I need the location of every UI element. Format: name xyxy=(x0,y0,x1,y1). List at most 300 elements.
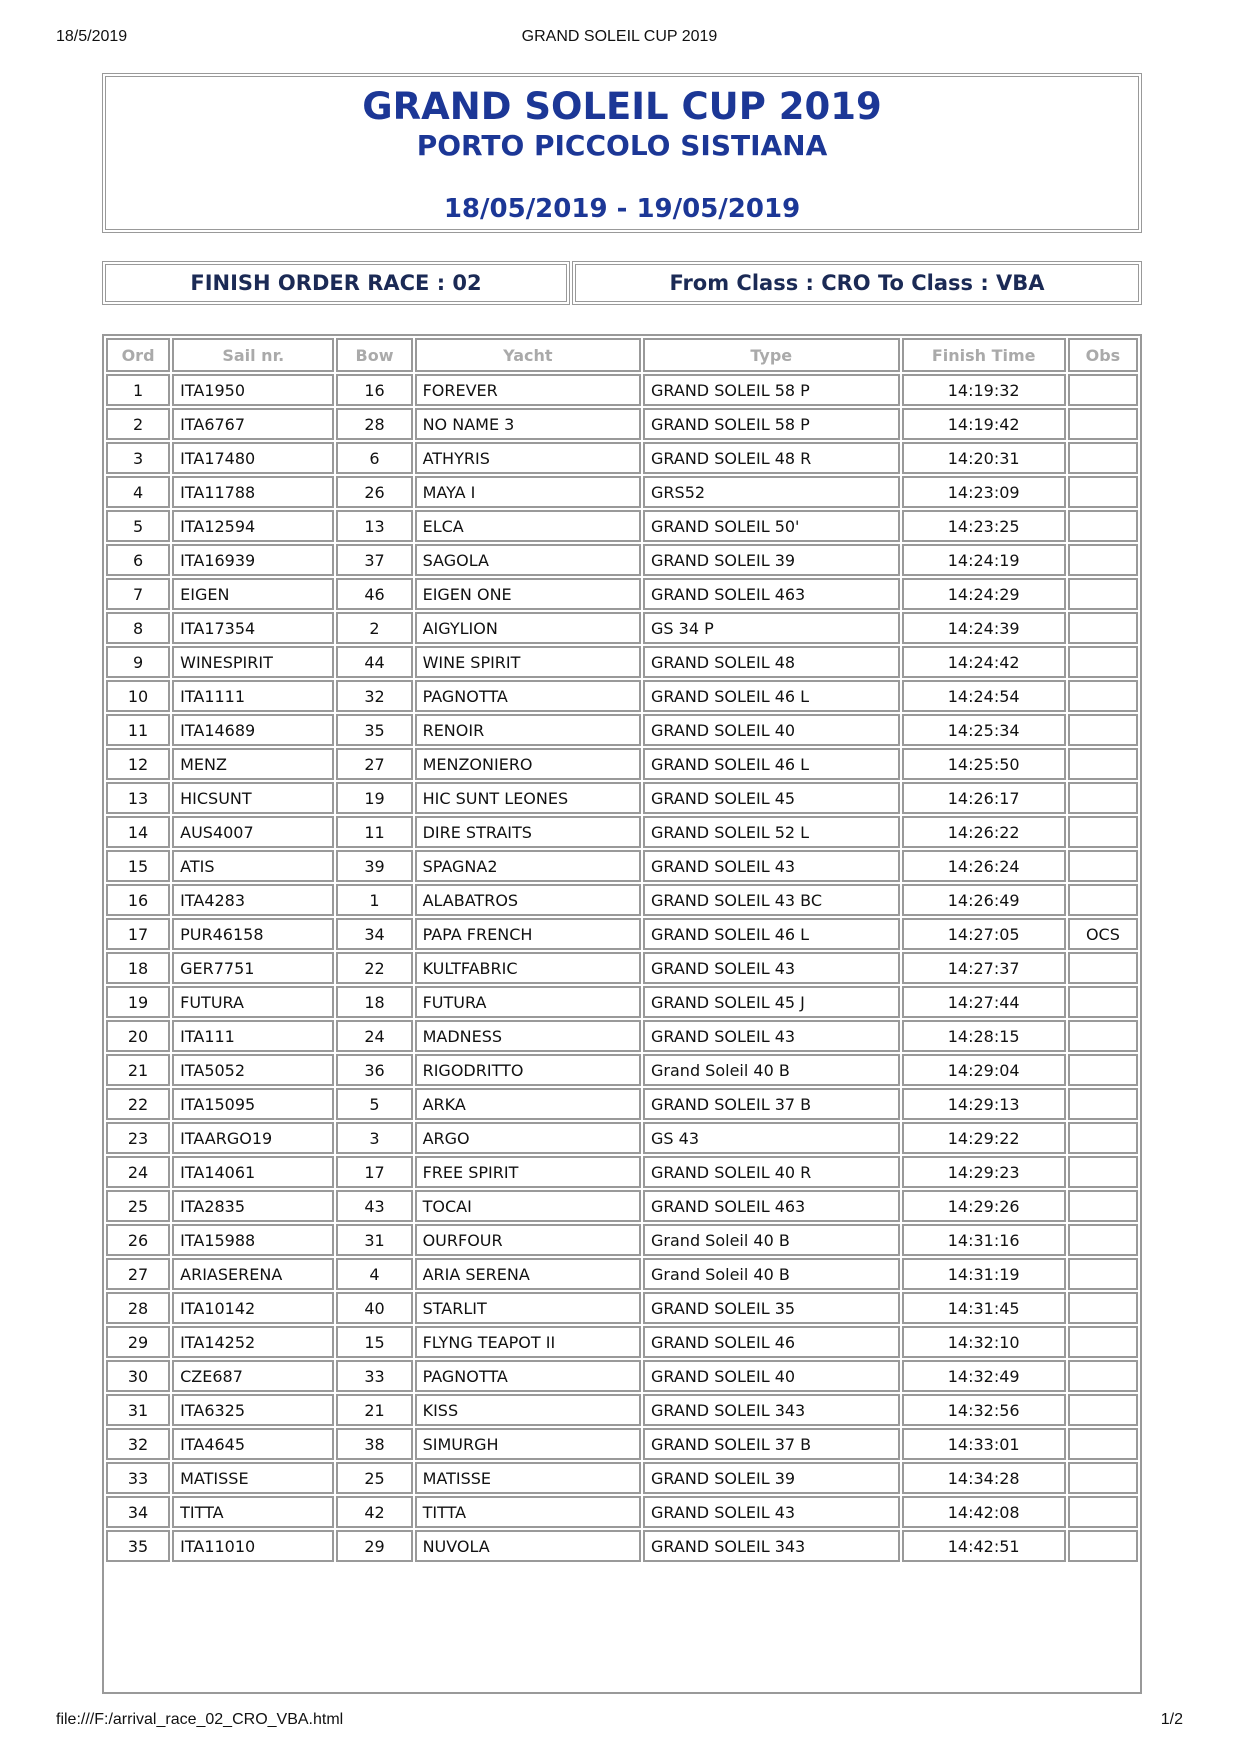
cell-obs xyxy=(1068,782,1138,814)
cell-obs xyxy=(1068,1258,1138,1290)
table-row xyxy=(106,1020,1138,1052)
cell-yacht: EIGEN ONE xyxy=(415,578,641,610)
cell-bow: 33 xyxy=(336,1360,412,1392)
cell-bow: 31 xyxy=(336,1224,412,1256)
cell-bow: 28 xyxy=(336,408,412,440)
cell-type: GRAND SOLEIL 43 BC xyxy=(643,884,900,916)
cell-finish-time: 14:31:16 xyxy=(902,1224,1066,1256)
cell-bow: 29 xyxy=(336,1530,412,1562)
cell-sail-nr: ITA10142 xyxy=(172,1292,334,1324)
table-row xyxy=(106,850,1138,882)
cell-finish-time: 14:27:37 xyxy=(902,952,1066,984)
results-table xyxy=(104,336,1140,1564)
table-row xyxy=(106,1088,1138,1120)
cell-ord: 29 xyxy=(106,1326,170,1358)
cell-sail-nr: EIGEN xyxy=(172,578,334,610)
cell-finish-time: 14:31:45 xyxy=(902,1292,1066,1324)
cell-obs xyxy=(1068,1122,1138,1154)
cell-obs xyxy=(1068,476,1138,508)
cell-sail-nr: GER7751 xyxy=(172,952,334,984)
cell-ord: 35 xyxy=(106,1530,170,1562)
table-row xyxy=(106,714,1138,746)
cell-sail-nr: HICSUNT xyxy=(172,782,334,814)
cell-ord: 19 xyxy=(106,986,170,1018)
cell-sail-nr: ITA4645 xyxy=(172,1428,334,1460)
cell-ord: 5 xyxy=(106,510,170,542)
cell-sail-nr: TITTA xyxy=(172,1496,334,1528)
cell-finish-time: 14:24:39 xyxy=(902,612,1066,644)
cell-ord: 24 xyxy=(106,1156,170,1188)
cell-type: GRAND SOLEIL 46 L xyxy=(643,748,900,780)
cell-type: GRAND SOLEIL 39 xyxy=(643,1462,900,1494)
cell-yacht: MADNESS xyxy=(415,1020,641,1052)
cell-obs xyxy=(1068,1394,1138,1426)
cell-finish-time: 14:42:51 xyxy=(902,1530,1066,1562)
cell-bow: 4 xyxy=(336,1258,412,1290)
cell-type: GRAND SOLEIL 58 P xyxy=(643,408,900,440)
cell-sail-nr: ITA11010 xyxy=(172,1530,334,1562)
event-title: GRAND SOLEIL CUP 2019 xyxy=(362,85,882,128)
table-row xyxy=(106,1360,1138,1392)
table-row xyxy=(106,680,1138,712)
cell-sail-nr: AUS4007 xyxy=(172,816,334,848)
cell-bow: 25 xyxy=(336,1462,412,1494)
cell-bow: 36 xyxy=(336,1054,412,1086)
cell-type: GRAND SOLEIL 46 L xyxy=(643,680,900,712)
cell-bow: 40 xyxy=(336,1292,412,1324)
table-row xyxy=(106,1054,1138,1086)
cell-yacht: OURFOUR xyxy=(415,1224,641,1256)
cell-type: GRS52 xyxy=(643,476,900,508)
header-finish-time: Finish Time xyxy=(902,338,1066,372)
cell-yacht: PAPA FRENCH xyxy=(415,918,641,950)
cell-yacht: SAGOLA xyxy=(415,544,641,576)
cell-yacht: PAGNOTTA xyxy=(415,680,641,712)
cell-yacht: HIC SUNT LEONES xyxy=(415,782,641,814)
table-header-row xyxy=(106,338,1138,372)
cell-yacht: FOREVER xyxy=(415,374,641,406)
cell-sail-nr: PUR46158 xyxy=(172,918,334,950)
cell-finish-time: 14:29:04 xyxy=(902,1054,1066,1086)
cell-yacht: FLYNG TEAPOT II xyxy=(415,1326,641,1358)
cell-obs xyxy=(1068,1496,1138,1528)
cell-bow: 38 xyxy=(336,1428,412,1460)
cell-sail-nr: ITA14061 xyxy=(172,1156,334,1188)
cell-type: GS 43 xyxy=(643,1122,900,1154)
cell-finish-time: 14:31:19 xyxy=(902,1258,1066,1290)
cell-obs xyxy=(1068,986,1138,1018)
table-row xyxy=(106,408,1138,440)
cell-sail-nr: ATIS xyxy=(172,850,334,882)
cell-yacht: RENOIR xyxy=(415,714,641,746)
table-row xyxy=(106,476,1138,508)
header-yacht: Yacht xyxy=(415,338,641,372)
cell-bow: 15 xyxy=(336,1326,412,1358)
cell-ord: 21 xyxy=(106,1054,170,1086)
cell-finish-time: 14:32:49 xyxy=(902,1360,1066,1392)
cell-finish-time: 14:24:19 xyxy=(902,544,1066,576)
cell-sail-nr: ITA17480 xyxy=(172,442,334,474)
cell-finish-time: 14:33:01 xyxy=(902,1428,1066,1460)
table-row xyxy=(106,1122,1138,1154)
cell-yacht: NUVOLA xyxy=(415,1530,641,1562)
cell-yacht: MAYA I xyxy=(415,476,641,508)
cell-sail-nr: ITA1950 xyxy=(172,374,334,406)
table-row xyxy=(106,510,1138,542)
cell-finish-time: 14:24:54 xyxy=(902,680,1066,712)
cell-sail-nr: ITA6325 xyxy=(172,1394,334,1426)
print-date: 18/5/2019 xyxy=(56,28,128,45)
cell-obs xyxy=(1068,1326,1138,1358)
cell-bow: 27 xyxy=(336,748,412,780)
cell-type: GRAND SOLEIL 46 L xyxy=(643,918,900,950)
cell-bow: 17 xyxy=(336,1156,412,1188)
race-info-row xyxy=(102,261,1142,305)
print-file-path: file:///F:/arrival_race_02_CRO_VBA.html xyxy=(56,1711,344,1728)
cell-ord: 28 xyxy=(106,1292,170,1324)
cell-bow: 26 xyxy=(336,476,412,508)
cell-sail-nr: ARIASERENA xyxy=(172,1258,334,1290)
cell-obs xyxy=(1068,850,1138,882)
cell-type: GRAND SOLEIL 43 xyxy=(643,1496,900,1528)
cell-sail-nr: CZE687 xyxy=(172,1360,334,1392)
cell-ord: 30 xyxy=(106,1360,170,1392)
cell-yacht: MENZONIERO xyxy=(415,748,641,780)
cell-finish-time: 14:23:09 xyxy=(902,476,1066,508)
cell-bow: 22 xyxy=(336,952,412,984)
cell-sail-nr: ITA1111 xyxy=(172,680,334,712)
cell-ord: 25 xyxy=(106,1190,170,1222)
cell-ord: 2 xyxy=(106,408,170,440)
cell-bow: 13 xyxy=(336,510,412,542)
cell-ord: 20 xyxy=(106,1020,170,1052)
header-obs: Obs xyxy=(1068,338,1138,372)
cell-yacht: ARGO xyxy=(415,1122,641,1154)
cell-yacht: DIRE STRAITS xyxy=(415,816,641,848)
cell-type: GRAND SOLEIL 43 xyxy=(643,850,900,882)
cell-type: GRAND SOLEIL 45 J xyxy=(643,986,900,1018)
cell-bow: 34 xyxy=(336,918,412,950)
cell-obs xyxy=(1068,374,1138,406)
cell-ord: 18 xyxy=(106,952,170,984)
cell-bow: 32 xyxy=(336,680,412,712)
cell-obs xyxy=(1068,1530,1138,1562)
cell-finish-time: 14:25:50 xyxy=(902,748,1066,780)
cell-yacht: WINE SPIRIT xyxy=(415,646,641,678)
cell-finish-time: 14:19:42 xyxy=(902,408,1066,440)
table-row xyxy=(106,1496,1138,1528)
cell-sail-nr: ITA12594 xyxy=(172,510,334,542)
cell-type: GRAND SOLEIL 463 xyxy=(643,578,900,610)
cell-ord: 33 xyxy=(106,1462,170,1494)
cell-bow: 6 xyxy=(336,442,412,474)
event-venue: PORTO PICCOLO SISTIANA xyxy=(416,129,828,162)
cell-bow: 11 xyxy=(336,816,412,848)
cell-ord: 27 xyxy=(106,1258,170,1290)
cell-type: GRAND SOLEIL 40 xyxy=(643,1360,900,1392)
cell-sail-nr: ITA17354 xyxy=(172,612,334,644)
cell-bow: 44 xyxy=(336,646,412,678)
cell-finish-time: 14:32:56 xyxy=(902,1394,1066,1426)
table-row xyxy=(106,578,1138,610)
cell-yacht: TOCAI xyxy=(415,1190,641,1222)
cell-finish-time: 14:19:32 xyxy=(902,374,1066,406)
table-row xyxy=(106,1394,1138,1426)
cell-type: GRAND SOLEIL 37 B xyxy=(643,1088,900,1120)
cell-bow: 43 xyxy=(336,1190,412,1222)
cell-bow: 46 xyxy=(336,578,412,610)
table-row xyxy=(106,1156,1138,1188)
table-row xyxy=(106,884,1138,916)
cell-type: GRAND SOLEIL 37 B xyxy=(643,1428,900,1460)
cell-sail-nr: ITA14252 xyxy=(172,1326,334,1358)
cell-obs xyxy=(1068,748,1138,780)
cell-ord: 6 xyxy=(106,544,170,576)
results-body xyxy=(106,374,1138,1562)
cell-yacht: KISS xyxy=(415,1394,641,1426)
cell-ord: 23 xyxy=(106,1122,170,1154)
cell-bow: 16 xyxy=(336,374,412,406)
cell-type: GRAND SOLEIL 35 xyxy=(643,1292,900,1324)
cell-type: GRAND SOLEIL 343 xyxy=(643,1394,900,1426)
cell-obs xyxy=(1068,1020,1138,1052)
cell-obs xyxy=(1068,1292,1138,1324)
cell-type: GRAND SOLEIL 43 xyxy=(643,952,900,984)
cell-yacht: FREE SPIRIT xyxy=(415,1156,641,1188)
cell-obs xyxy=(1068,1088,1138,1120)
cell-ord: 14 xyxy=(106,816,170,848)
cell-ord: 17 xyxy=(106,918,170,950)
cell-ord: 3 xyxy=(106,442,170,474)
cell-obs xyxy=(1068,544,1138,576)
cell-ord: 4 xyxy=(106,476,170,508)
cell-ord: 12 xyxy=(106,748,170,780)
cell-finish-time: 14:32:10 xyxy=(902,1326,1066,1358)
cell-ord: 34 xyxy=(106,1496,170,1528)
table-row xyxy=(106,612,1138,644)
cell-ord: 26 xyxy=(106,1224,170,1256)
cell-ord: 7 xyxy=(106,578,170,610)
cell-finish-time: 14:42:08 xyxy=(902,1496,1066,1528)
cell-finish-time: 14:26:24 xyxy=(902,850,1066,882)
finish-order-label: FINISH ORDER RACE : 02 xyxy=(102,261,570,305)
cell-type: GRAND SOLEIL 463 xyxy=(643,1190,900,1222)
event-dates: 18/05/2019 - 19/05/2019 xyxy=(443,194,801,224)
cell-finish-time: 14:26:17 xyxy=(902,782,1066,814)
cell-type: Grand Soleil 40 B xyxy=(643,1224,900,1256)
cell-finish-time: 14:27:44 xyxy=(902,986,1066,1018)
cell-ord: 13 xyxy=(106,782,170,814)
cell-obs xyxy=(1068,884,1138,916)
cell-obs: OCS xyxy=(1068,918,1138,950)
cell-finish-time: 14:24:29 xyxy=(902,578,1066,610)
cell-obs xyxy=(1068,1360,1138,1392)
cell-yacht: ALABATROS xyxy=(415,884,641,916)
cell-obs xyxy=(1068,442,1138,474)
cell-obs xyxy=(1068,952,1138,984)
cell-sail-nr: ITA11788 xyxy=(172,476,334,508)
cell-sail-nr: ITA6767 xyxy=(172,408,334,440)
cell-finish-time: 14:25:34 xyxy=(902,714,1066,746)
cell-bow: 18 xyxy=(336,986,412,1018)
cell-bow: 2 xyxy=(336,612,412,644)
cell-obs xyxy=(1068,1462,1138,1494)
cell-sail-nr: ITAARGO19 xyxy=(172,1122,334,1154)
print-title: GRAND SOLEIL CUP 2019 xyxy=(521,28,718,45)
table-row xyxy=(106,816,1138,848)
cell-yacht: PAGNOTTA xyxy=(415,1360,641,1392)
cell-sail-nr: ITA5052 xyxy=(172,1054,334,1086)
cell-type: GRAND SOLEIL 50' xyxy=(643,510,900,542)
cell-sail-nr: ITA14689 xyxy=(172,714,334,746)
cell-type: GRAND SOLEIL 46 xyxy=(643,1326,900,1358)
class-range-label: From Class : CRO To Class : VBA xyxy=(572,261,1142,305)
cell-type: GRAND SOLEIL 343 xyxy=(643,1530,900,1562)
cell-ord: 8 xyxy=(106,612,170,644)
cell-yacht: STARLIT xyxy=(415,1292,641,1324)
cell-type: Grand Soleil 40 B xyxy=(643,1258,900,1290)
cell-obs xyxy=(1068,578,1138,610)
table-row xyxy=(106,1326,1138,1358)
cell-bow: 21 xyxy=(336,1394,412,1426)
results-table-container xyxy=(102,334,1142,1694)
table-row xyxy=(106,1530,1138,1562)
print-page-number: 1/2 xyxy=(1160,1711,1183,1728)
cell-bow: 5 xyxy=(336,1088,412,1120)
cell-yacht: KULTFABRIC xyxy=(415,952,641,984)
cell-obs xyxy=(1068,1156,1138,1188)
table-row xyxy=(106,748,1138,780)
table-row xyxy=(106,646,1138,678)
table-row xyxy=(106,918,1138,950)
cell-sail-nr: FUTURA xyxy=(172,986,334,1018)
table-row xyxy=(106,782,1138,814)
cell-bow: 35 xyxy=(336,714,412,746)
cell-type: Grand Soleil 40 B xyxy=(643,1054,900,1086)
cell-yacht: ELCA xyxy=(415,510,641,542)
table-row xyxy=(106,986,1138,1018)
cell-yacht: RIGODRITTO xyxy=(415,1054,641,1086)
cell-finish-time: 14:27:05 xyxy=(902,918,1066,950)
cell-bow: 37 xyxy=(336,544,412,576)
cell-type: GRAND SOLEIL 45 xyxy=(643,782,900,814)
cell-ord: 31 xyxy=(106,1394,170,1426)
cell-bow: 1 xyxy=(336,884,412,916)
cell-finish-time: 14:29:13 xyxy=(902,1088,1066,1120)
cell-ord: 16 xyxy=(106,884,170,916)
cell-bow: 42 xyxy=(336,1496,412,1528)
cell-finish-time: 14:20:31 xyxy=(902,442,1066,474)
cell-finish-time: 14:29:26 xyxy=(902,1190,1066,1222)
cell-type: GRAND SOLEIL 40 R xyxy=(643,1156,900,1188)
title-box xyxy=(102,73,1142,233)
cell-type: GRAND SOLEIL 48 xyxy=(643,646,900,678)
table-row xyxy=(106,1462,1138,1494)
cell-obs xyxy=(1068,1054,1138,1086)
cell-sail-nr: MENZ xyxy=(172,748,334,780)
cell-yacht: ATHYRIS xyxy=(415,442,641,474)
cell-finish-time: 14:26:22 xyxy=(902,816,1066,848)
table-row xyxy=(106,1258,1138,1290)
cell-type: GRAND SOLEIL 39 xyxy=(643,544,900,576)
cell-finish-time: 14:24:42 xyxy=(902,646,1066,678)
cell-yacht: FUTURA xyxy=(415,986,641,1018)
cell-type: GS 34 P xyxy=(643,612,900,644)
cell-sail-nr: ITA2835 xyxy=(172,1190,334,1222)
cell-yacht: ARIA SERENA xyxy=(415,1258,641,1290)
cell-yacht: ARKA xyxy=(415,1088,641,1120)
header-bow: Bow xyxy=(336,338,412,372)
cell-obs xyxy=(1068,714,1138,746)
table-row xyxy=(106,1292,1138,1324)
cell-bow: 19 xyxy=(336,782,412,814)
cell-finish-time: 14:26:49 xyxy=(902,884,1066,916)
cell-finish-time: 14:23:25 xyxy=(902,510,1066,542)
cell-obs xyxy=(1068,816,1138,848)
cell-sail-nr: MATISSE xyxy=(172,1462,334,1494)
cell-ord: 15 xyxy=(106,850,170,882)
cell-sail-nr: ITA4283 xyxy=(172,884,334,916)
cell-obs xyxy=(1068,646,1138,678)
cell-yacht: NO NAME 3 xyxy=(415,408,641,440)
cell-type: GRAND SOLEIL 52 L xyxy=(643,816,900,848)
cell-sail-nr: ITA15988 xyxy=(172,1224,334,1256)
cell-ord: 9 xyxy=(106,646,170,678)
cell-type: GRAND SOLEIL 48 R xyxy=(643,442,900,474)
cell-ord: 11 xyxy=(106,714,170,746)
cell-sail-nr: WINESPIRIT xyxy=(172,646,334,678)
cell-bow: 3 xyxy=(336,1122,412,1154)
cell-sail-nr: ITA16939 xyxy=(172,544,334,576)
cell-finish-time: 14:29:22 xyxy=(902,1122,1066,1154)
table-row xyxy=(106,374,1138,406)
table-row xyxy=(106,952,1138,984)
cell-yacht: AIGYLION xyxy=(415,612,641,644)
table-row xyxy=(106,1224,1138,1256)
cell-sail-nr: ITA15095 xyxy=(172,1088,334,1120)
cell-sail-nr: ITA111 xyxy=(172,1020,334,1052)
cell-obs xyxy=(1068,1224,1138,1256)
cell-finish-time: 14:28:15 xyxy=(902,1020,1066,1052)
cell-obs xyxy=(1068,612,1138,644)
cell-type: GRAND SOLEIL 43 xyxy=(643,1020,900,1052)
header-sail-nr: Sail nr. xyxy=(172,338,334,372)
cell-yacht: SIMURGH xyxy=(415,1428,641,1460)
header-ord: Ord xyxy=(106,338,170,372)
cell-bow: 24 xyxy=(336,1020,412,1052)
cell-obs xyxy=(1068,1190,1138,1222)
cell-yacht: MATISSE xyxy=(415,1462,641,1494)
cell-type: GRAND SOLEIL 40 xyxy=(643,714,900,746)
cell-finish-time: 14:34:28 xyxy=(902,1462,1066,1494)
header-type: Type xyxy=(643,338,900,372)
table-row xyxy=(106,1428,1138,1460)
cell-obs xyxy=(1068,680,1138,712)
cell-type: GRAND SOLEIL 58 P xyxy=(643,374,900,406)
cell-ord: 10 xyxy=(106,680,170,712)
cell-ord: 32 xyxy=(106,1428,170,1460)
cell-obs xyxy=(1068,408,1138,440)
cell-obs xyxy=(1068,510,1138,542)
cell-finish-time: 14:29:23 xyxy=(902,1156,1066,1188)
cell-ord: 1 xyxy=(106,374,170,406)
cell-obs xyxy=(1068,1428,1138,1460)
cell-bow: 39 xyxy=(336,850,412,882)
cell-yacht: SPAGNA2 xyxy=(415,850,641,882)
table-row xyxy=(106,442,1138,474)
cell-yacht: TITTA xyxy=(415,1496,641,1528)
table-row xyxy=(106,1190,1138,1222)
